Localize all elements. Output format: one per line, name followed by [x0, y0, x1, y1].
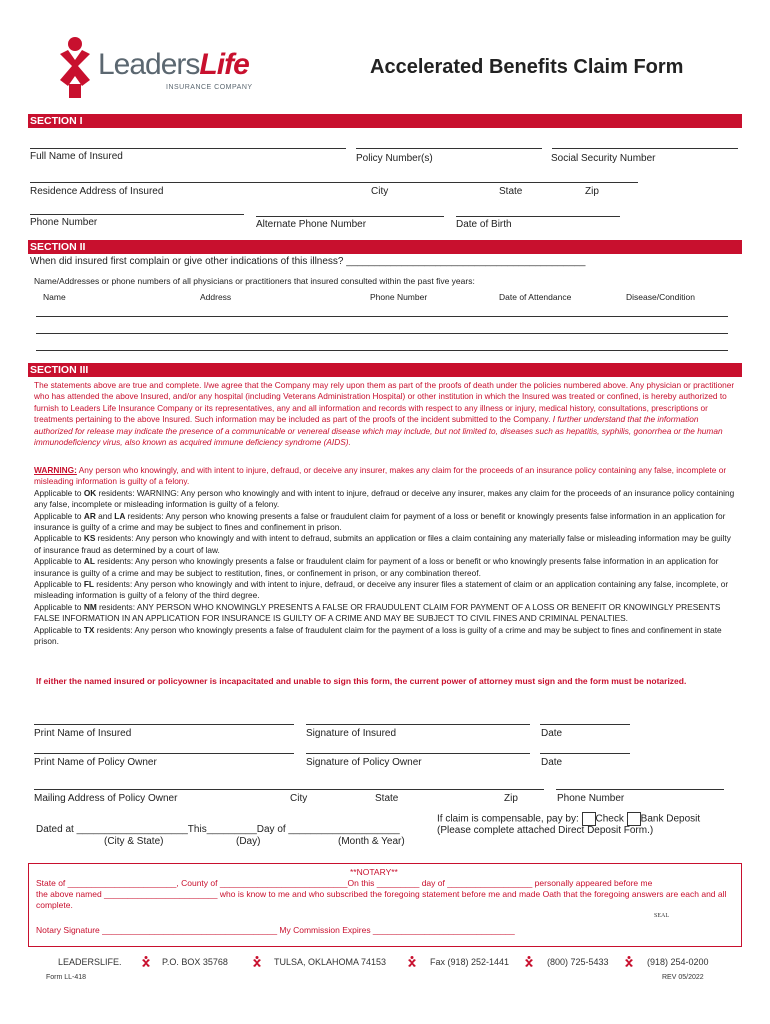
fraud-warnings	[34, 465, 738, 648]
footer-phone: (918) 254-0200	[647, 957, 709, 967]
dob-field[interactable]	[456, 216, 620, 217]
footer-pobox: P.O. BOX 35768	[162, 957, 228, 967]
sig-insured-label: Signature of Insured	[306, 728, 397, 739]
print-owner-field[interactable]	[34, 753, 294, 754]
date1-label: Date	[541, 728, 563, 739]
logo-wordmark: LeadersLife	[98, 48, 249, 81]
physician-row-3[interactable]	[36, 350, 728, 351]
print-owner-label: Print Name of Policy Owner	[34, 757, 157, 768]
residence-address-field[interactable]	[30, 182, 638, 183]
city-label: City	[371, 186, 389, 197]
owner-city-label: City	[290, 793, 308, 804]
footer-revision: REV 05/2022	[662, 974, 704, 981]
illness-question[interactable]: When did insured first complain or give other indications of this illness? ___________________________________________	[30, 256, 586, 267]
footer-form-number: Form LL-418	[46, 974, 87, 981]
check-label: Check	[595, 813, 624, 825]
col-name: Name	[43, 292, 66, 302]
seal-label: SEAL	[654, 913, 669, 919]
footer-logo-icon	[524, 956, 534, 968]
check-checkbox[interactable]	[582, 812, 596, 826]
mailing-address-label: Mailing Address of Policy Owner	[34, 793, 178, 804]
policy-number-label: Policy Number(s)	[356, 153, 433, 164]
owner-phone-label: Phone Number	[557, 793, 625, 804]
col-disease: Disease/Condition	[626, 292, 695, 302]
physicians-intro: Name/Addresses or phone numbers of all physicians or practitioners that insured consulted within the past five years:	[34, 276, 475, 286]
direct-deposit-note: (Please complete attached Direct Deposit Form.)	[437, 825, 654, 836]
col-address: Address	[200, 292, 232, 302]
print-insured-label: Print Name of Insured	[34, 728, 132, 739]
notary-title: **NOTARY**	[350, 867, 398, 877]
owner-phone-field[interactable]	[556, 789, 724, 790]
form-title: Accelerated Benefits Claim Form	[370, 56, 684, 78]
footer-fax: Fax (918) 252-1441	[430, 957, 510, 967]
poa-notice: If either the named insured or policyowner is incapacitated and unable to sign this form, the current power of attorney must sign and the form must be notarized.	[36, 676, 687, 686]
nm-warning: Applicable to NM residents: ANY PERSON WHO KNOWINGLY PRESENTS A FALSE OR FRAUDULENT CLAIM FOR PAYMENT OF A LOSS OR BENEFIT OR KNOWINGLY PRESENTS FALSE INFORMATION IN AN APPLICATION FOR INSURANCE IS GUILTY OF A CRIME AND MAY BE SUBJECT TO CIVIL FINES AND CRIMINAL PENALTIES.	[34, 601, 721, 624]
day-caption: (Day)	[236, 836, 261, 847]
notary-named[interactable]: the above named ________________________ who is know to me and who subscribed the foregoing statement before me and made Oath that the foregoing answers are each and all complete.	[36, 889, 727, 910]
full-name-field[interactable]	[30, 148, 346, 149]
notary-state-county[interactable]: State of _______________________, County of ___________________________On this _________ day of __________________ personally appeared before me	[36, 878, 653, 888]
al-warning: Applicable to AL residents: Any person who knowingly presents a false or fraudulent claim for payment of a loss or benefit or who knowingly presents false information in an application for insurance is guilty of a crime and may be subject to restitution, fines, or confinement in prison, or any combination thereof.	[34, 556, 719, 578]
state-label: State	[499, 186, 523, 197]
phone-field[interactable]	[30, 214, 244, 215]
zip-label: Zip	[585, 186, 599, 197]
general-warning: WARNING: Any person who knowingly, and with intent to injure, defraud, or deceive any insurer, makes any claim for the proceeds of an insurance policy containing any false, incomplete or misleading information is guilty of a felony.	[34, 465, 727, 487]
owner-state-label: State	[375, 793, 399, 804]
footer-logo-icon	[407, 956, 417, 968]
payment-options: If claim is compensable, pay by: Check Bank Deposit	[437, 813, 701, 825]
date2-label: Date	[541, 757, 563, 768]
bank-deposit-label: Bank Deposit	[640, 813, 701, 825]
fl-warning: Applicable to FL residents: Any person who knowingly and with intent to injure, defraud, or deceive any insurer files a statement of claim or an application containing any false, incomplete, or misleading information is guilty of a felony of the third degree.	[34, 579, 729, 601]
bank-deposit-checkbox[interactable]	[627, 812, 641, 826]
ssn-label: Social Security Number	[551, 153, 656, 164]
date2-field[interactable]	[540, 753, 630, 754]
footer-tollfree: (800) 725-5433	[547, 957, 609, 967]
policy-number-field[interactable]	[356, 148, 542, 149]
physician-row-2[interactable]	[36, 333, 728, 334]
alt-phone-label: Alternate Phone Number	[256, 219, 367, 230]
ok-warning: Applicable to OK residents: WARNING: Any person who knowingly and with intent to injure, defraud or deceive any insurer, makes any claim for the proceeds of an insurance policy containing any false, incomplete or misleading information is guilty of a felony.	[34, 487, 735, 510]
footer-logo-icon	[141, 956, 151, 968]
notary-signature-line[interactable]: Notary Signature _____________________________________ My Commission Expires ______________________________	[36, 925, 515, 935]
ks-warning: Applicable to KS residents: Any person who knowingly and with intent to defraud, submits an application or files a claim containing any materially false or misleading information may be guilty of insurance fraud as determined by a court of law.	[34, 533, 731, 555]
full-name-label: Full Name of Insured	[30, 151, 123, 162]
sig-insured-field[interactable]	[306, 724, 530, 725]
footer-logo-icon	[252, 956, 262, 968]
sig-owner-field[interactable]	[306, 753, 530, 754]
tx-warning: Applicable to TX residents: Any person who knowingly presents a false of fraudulent claim for the payment of a loss is guilty of a crime and may be subject to fines and confinement in state prison.	[34, 624, 722, 647]
dob-label: Date of Birth	[456, 219, 512, 230]
physician-row-1[interactable]	[36, 316, 728, 317]
sig-owner-label: Signature of Policy Owner	[306, 757, 422, 768]
section-1-header: SECTION I	[28, 114, 742, 128]
footer-city: TULSA, OKLAHOMA 74153	[274, 957, 387, 967]
dated-at-line[interactable]: Dated at ____________________This_________Day of ____________________	[36, 824, 400, 835]
footer-logo-icon	[624, 956, 634, 968]
ssn-field[interactable]	[552, 148, 738, 149]
section-3-header: SECTION III	[28, 363, 742, 377]
col-date-attendance: Date of Attendance	[499, 292, 572, 302]
city-state-caption: (City & State)	[104, 836, 164, 847]
date1-field[interactable]	[540, 724, 630, 725]
footer-company: LEADERSLIFE.	[58, 957, 122, 967]
phone-label: Phone Number	[30, 217, 98, 228]
col-phone: Phone Number	[370, 292, 428, 302]
ar-la-warning: Applicable to AR and LA residents: Any person who knowing presents a false or fraudulent claim for payment of a loss or benefit or knowingly presents false information in an application for insurance is guilty of a crime and may be subject to fines and confinement in prison.	[34, 510, 726, 533]
alt-phone-field[interactable]	[256, 216, 444, 217]
owner-zip-label: Zip	[504, 793, 518, 804]
print-insured-field[interactable]	[34, 724, 294, 725]
section-2-header: SECTION II	[28, 240, 742, 254]
month-year-caption: (Month & Year)	[338, 836, 405, 847]
residence-address-label: Residence Address of Insured	[30, 186, 164, 197]
mailing-address-field[interactable]	[34, 789, 544, 790]
logo-subtitle: INSURANCE COMPANY	[166, 84, 253, 91]
authorization-statement: The statements above are true and complete. I/we agree that the Company may rely upon them as part of the proofs of death under the policies numbered above. Any physician or practitioner who has attended the above Insured, and/or any hospital (including Veterans Administration Hospital) or other institution in which the Insured was treated or confined, is hereby authorized to furnish to Leaders Life Insurance Company or its representatives, any and all information and records with respect to any illness or injury, medical history, consultations, prescriptions or treatments pertaining to the above Insured. Such information may be included as part of the proofs of the incident submitted to the Company. I further understand that the information authorized for release may indicate the presence of a communicable or venereal disease which may include, but not limited to, diseases such as hepatitis, syphilis, gonorrhea or the human immunodeficiency virus, also known as acquired immune deficiency syndrome (AIDS).	[34, 380, 735, 448]
